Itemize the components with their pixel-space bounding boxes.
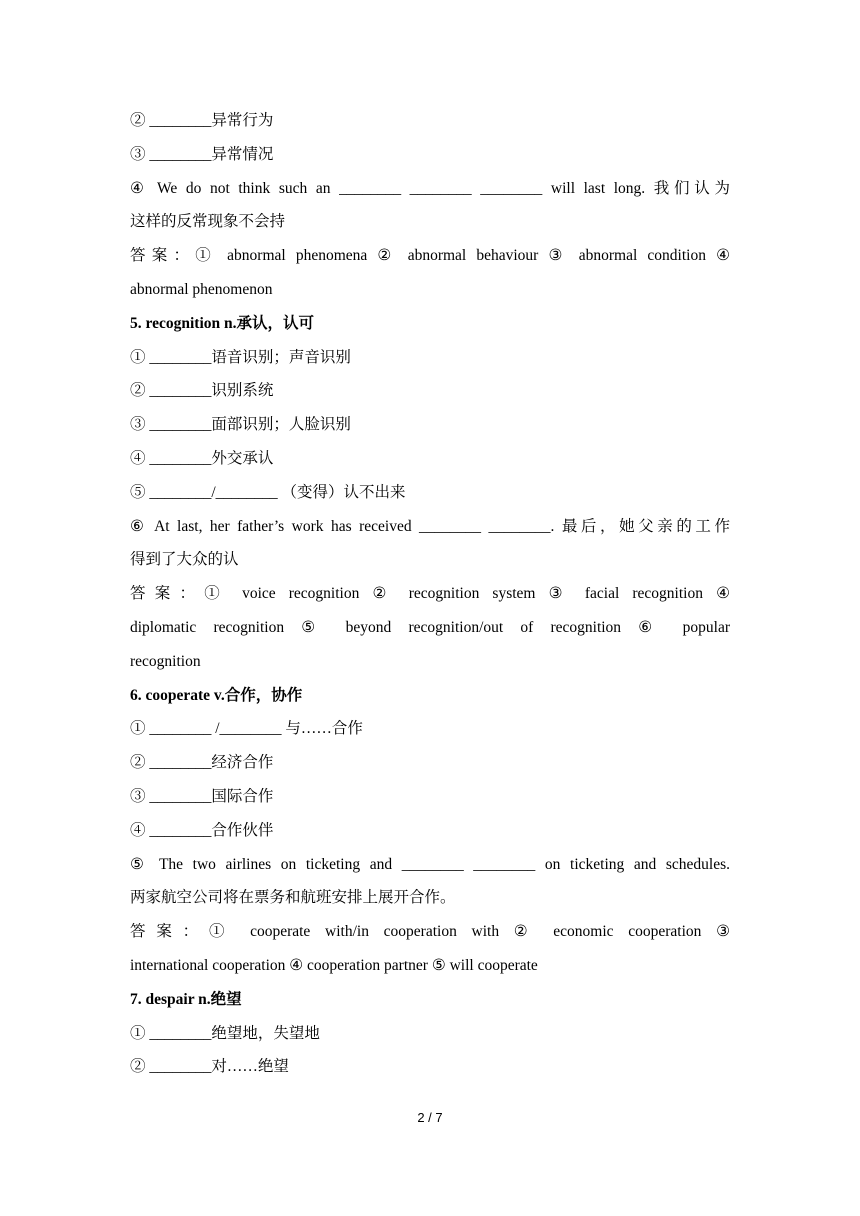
section-heading: 6. cooperate v.合作，协作 [130, 686, 303, 704]
answer-line: recognition [130, 652, 201, 670]
exercise-line: ③ ________面部识别；人脸识别 [130, 416, 351, 434]
answer-line: 答案：① voice recognition ② recognition system ③ facial recognition ④ [130, 585, 730, 603]
exercise-line: ④ ________外交承认 [130, 449, 274, 467]
exercise-line: 得到了大众的认 [130, 551, 239, 569]
document-body [130, 104, 730, 1084]
exercise-line: ⑥ At last, her father’s work has received ________ ________. 最后，她父亲的工作 [130, 517, 730, 535]
exercise-line: 两家航空公司将在票务和航班安排上展开合作。 [130, 889, 456, 907]
page-number: 2 / 7 [417, 1110, 443, 1125]
exercise-line: ① ________语音识别；声音识别 [130, 348, 351, 366]
exercise-line: ④ We do not think such an ________ ________ ________ will last long. 我们认为 [130, 179, 730, 197]
exercise-line: ① ________ /________ 与……合作 [130, 720, 363, 738]
exercise-line: ④ ________合作伙伴 [130, 821, 274, 839]
exercise-line: ⑤ The two airlines on ticketing and ________ ________ on ticketing and schedules. [130, 855, 730, 873]
section-heading: 5. recognition n.承认，认可 [130, 314, 314, 332]
answer-line: abnormal phenomenon [130, 280, 273, 298]
exercise-line: ② ________异常行为 [130, 112, 274, 129]
exercise-line: 这样的反常现象不会持 [130, 213, 286, 231]
exercise-line: ② ________识别系统 [130, 382, 274, 400]
exercise-line: ② ________对……绝望 [130, 1058, 289, 1076]
exercise-line: ③ ________国际合作 [130, 787, 274, 805]
answer-line: 答案：① abnormal phenomena ② abnormal behaviour ③ abnormal condition ④ [130, 247, 730, 265]
answer-line: international cooperation ④ cooperation partner ⑤ will cooperate [130, 956, 538, 974]
answer-line: 答案：① cooperate with/in cooperation with ② economic cooperation ③ [130, 923, 730, 941]
exercise-line: ① ________绝望地，失望地 [130, 1024, 320, 1042]
exercise-line: ③ ________异常情况 [130, 145, 274, 163]
answer-line: diplomatic recognition ⑤ beyond recognition/out of recognition ⑥ popular [130, 618, 730, 636]
section-heading: 7. despair n.绝望 [130, 990, 242, 1008]
exercise-line: ② ________经济合作 [130, 754, 274, 772]
exercise-line: ⑤ ________/________ （变得）认不出来 [130, 483, 406, 501]
